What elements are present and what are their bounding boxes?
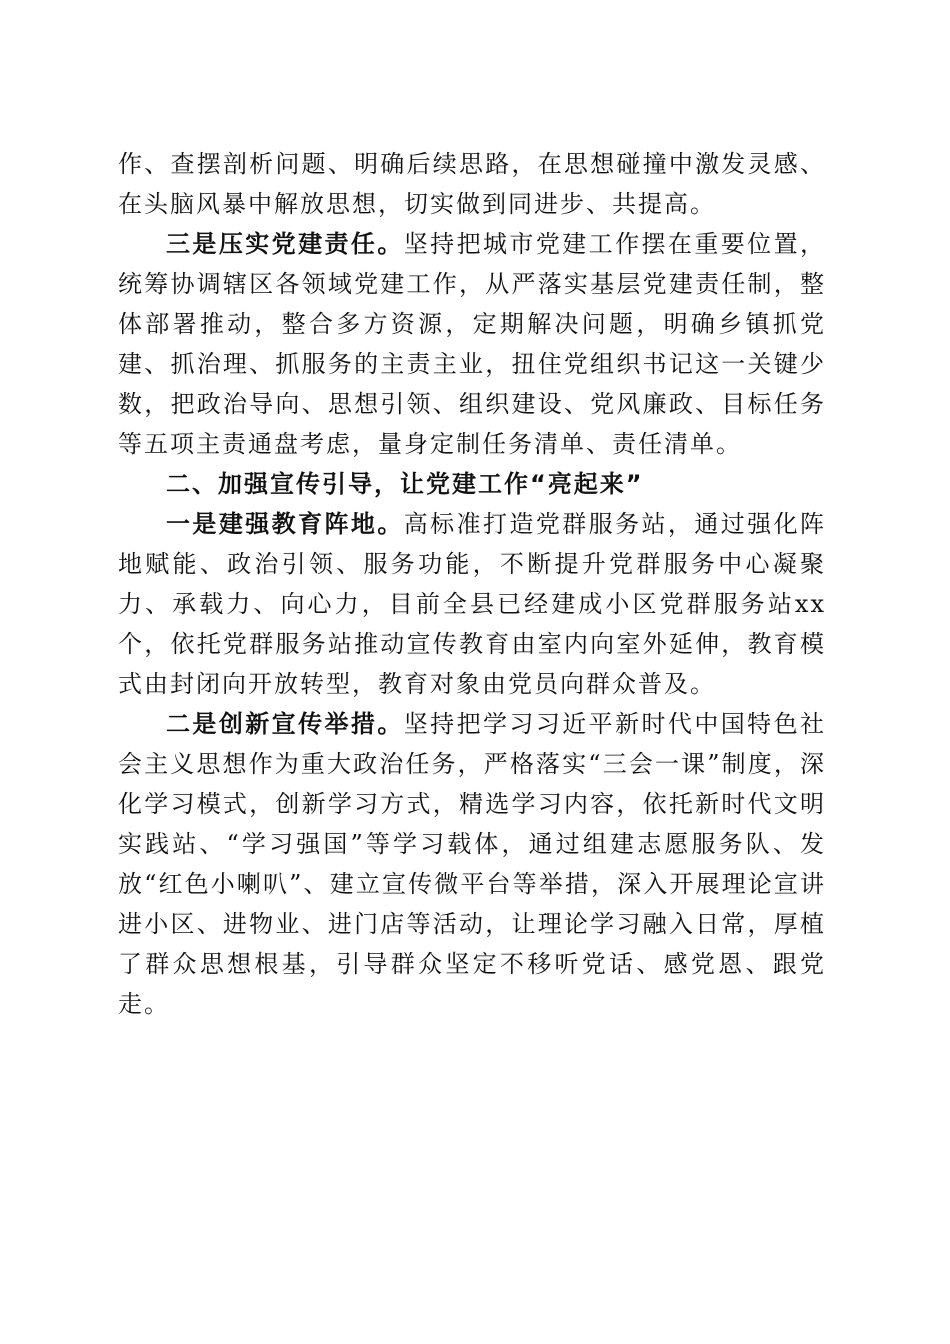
paragraph-education [118, 504, 826, 704]
paragraph-text: 高标准打造党群服务站，通过强化阵地赋能、政治引领、服务功能，不断提升党群服务中心凝聚力、承载力、向心力，目前全县已经建成小区党群服务站xx个，依托党群服务站推动宣传教育由室内向室外延伸，教育模式由封闭向开放转型，教育对象由党员向群众普及。 [118, 510, 826, 698]
document-page [118, 144, 826, 1024]
paragraph-text: 坚持把城市党建工作摆在重要位置，统筹协调辖区各领域党建工作，从严落实基层党建责任制，整体部署推动，整合多方资源，定期解决问题，明确乡镇抓党建、抓治理、抓服务的主责主业，扭住党组织书记这一关键少数，把政治导向、思想引领、组织建设、党风廉政、目标任务等五项主责通盘考虑，量身定制任务清单、责任清单。 [118, 230, 826, 458]
paragraph-responsibility [118, 224, 826, 464]
paragraph-lead: 一是建强教育阵地。 [166, 509, 404, 538]
section-heading: 二、加强宣传引导，让党建工作“亮起来” [166, 470, 644, 498]
paragraph-text: 作、查摆剖析问题、明确后续思路，在思想碰撞中激发灵感、在头脑风暴中解放思想，切实做到同进步、共提高。 [118, 150, 826, 218]
paragraph-text: 坚持把学习习近平新时代中国特色社会主义思想作为重大政治任务，严格落实“三会一课”制度，深化学习模式，创新学习方式，精选学习内容，依托新时代文明实践站、“学习强国”等学习载体，通过组建志愿服务队、发放“红色小喇叭”、建立宣传微平台等举措，深入开展理论宣讲进小区、进物业、进门店等活动，让理论学习融入日常，厚植了群众思想根基，引导群众坚定不移听党话、感党恩、跟党走。 [118, 710, 826, 1018]
paragraph-publicity [118, 704, 826, 1024]
paragraph-continuation [118, 144, 826, 224]
paragraph-lead: 二是创新宣传举措。 [166, 709, 404, 738]
paragraph-lead: 三是压实党建责任。 [166, 229, 404, 258]
